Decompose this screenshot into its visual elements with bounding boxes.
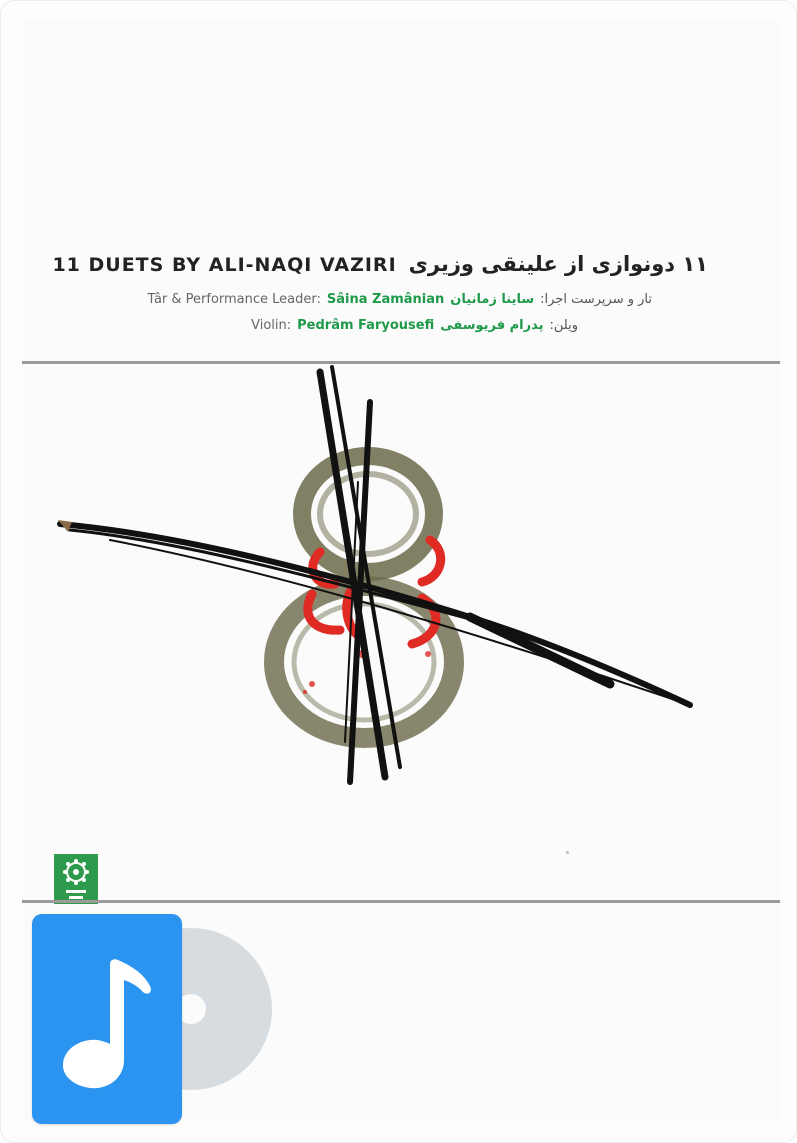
credit-role-english: Violin: (251, 318, 292, 333)
credit-role-persian: تار و سرپرست اجرا: (540, 292, 652, 307)
credit-name-english: Sâina Zamânian (326, 292, 445, 307)
divider-bottom (22, 900, 780, 903)
credit-name-persian: پدرام فریوسفی (440, 318, 544, 333)
credit-tar (60, 292, 652, 307)
credit-violin (60, 318, 578, 333)
credit-role-persian: ویلن: (549, 318, 578, 333)
music-file-icon[interactable] (32, 914, 182, 1124)
publisher-logo-icon (54, 854, 98, 904)
violin-artwork (50, 362, 710, 802)
credit-name-english: Pedrâm Faryousefi (297, 318, 435, 333)
album-title (52, 252, 708, 276)
decorative-dot (566, 851, 569, 854)
credit-role-english: Târ & Performance Leader: (147, 292, 321, 307)
credit-name-persian: ساینا زمانیان (450, 292, 535, 307)
album-title-english: 11 DUETS BY ALI-NAQI VAZIRI (52, 254, 397, 276)
album-title-persian: ۱۱ دونوازی از علینقی وزیری (408, 252, 708, 276)
